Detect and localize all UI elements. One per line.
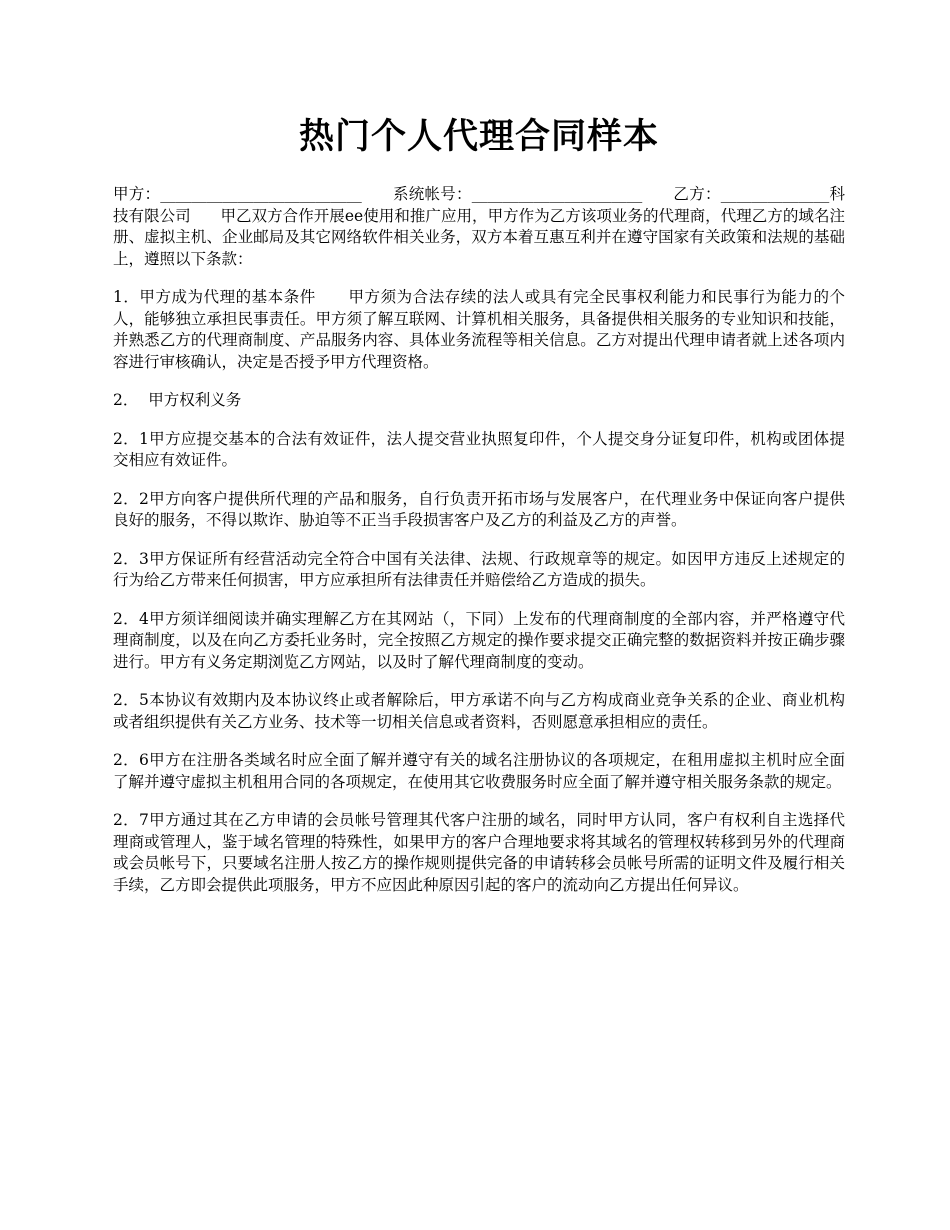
paragraph-clause-2-2: 2．2甲方向客户提供所代理的产品和服务，自行负责开拓市场与发展客户，在代理业务中保证向客户提供良好的服务，不得以欺诈、胁迫等不正当手段损害客户及乙方的利益及乙方的声誉。 bbox=[113, 489, 845, 529]
paragraph-clause-2-1: 2．1甲方应提交基本的合法有效证件，法人提交营业执照复印件，个人提交身分证复印件，机构或团体提交相应有效证件。 bbox=[113, 429, 845, 469]
paragraph-clause-2-3: 2．3甲方保证所有经营活动完全符合中国有关法律、法规、行政规章等的规定。如因甲方违反上述规定的行为给乙方带来任何损害，甲方应承担所有法律责任并赔偿给乙方造成的损失。 bbox=[113, 549, 845, 589]
paragraph-intro: 甲方：__________________________ 系统帐号：______________________ 乙方：______________科技有限公司 甲乙双方合作开展ee使用和推广应用，甲方作为乙方该项业务的代理商，代理乙方的域名注册、虚拟主机、企业邮局及其它网络软件相关业务，双方本着互惠互利并在遵守国家有关政策和法规的基础上，遵照以下条款： bbox=[113, 185, 845, 268]
paragraph-clause-2-5: 2．5本协议有效期内及本协议终止或者解除后，甲方承诺不向与乙方构成商业竞争关系的企业、商业机构或者组织提供有关乙方业务、技术等一切相关信息或者资料，否则愿意承担相应的责任。 bbox=[113, 691, 845, 731]
paragraph-clause-2-4: 2．4甲方须详细阅读并确实理解乙方在其网站（，下同）上发布的代理商制度的全部内容，并严格遵守代理商制度，以及在向乙方委托业务时，完全按照乙方规定的操作要求提交正确完整的数据资料并按正确步骤进行。甲方有义务定期浏览乙方网站，以及时了解代理商制度的变动。 bbox=[113, 609, 845, 671]
paragraph-clause-1: 1．甲方成为代理的基本条件 甲方须为合法存续的法人或具有完全民事权利能力和民事行为能力的个人，能够独立承担民事责任。甲方须了解互联网、计算机相关服务，具备提供相关服务的专业知识和技能，并熟悉乙方的代理商制度、产品服务内容、具体业务流程等相关信息。乙方对提出代理申请者就上述各项内容进行审核确认，决定是否授予甲方代理资格。 bbox=[113, 288, 845, 371]
document-body bbox=[113, 184, 845, 896]
paragraph-clause-2-heading: 2． 甲方权利义务 bbox=[113, 391, 242, 409]
paragraph-clause-2-7: 2．7甲方通过其在乙方申请的会员帐号管理其代客户注册的域名，同时甲方认同，客户有权利自主选择代理商或管理人，鉴于域名管理的特殊性，如果甲方的客户合理地要求将其域名的管理权转移到另外的代理商或会员帐号下，只要域名注册人按乙方的操作规则提供完备的申请转移会员帐号所需的证明文件及履行相关手续，乙方即会提供此项服务，甲方不应因此种原因引起的客户的流动向乙方提出任何异议。 bbox=[113, 811, 845, 894]
document-title: 热门个人代理合同样本 bbox=[298, 117, 659, 157]
paragraph-clause-2-6: 2．6甲方在注册各类域名时应全面了解并遵守有关的域名注册协议的各项规定，在租用虚拟主机时应全面了解并遵守虚拟主机租用合同的各项规定，在使用其它收费服务时应全面了解并遵守相关服务条款的规定。 bbox=[113, 751, 845, 791]
